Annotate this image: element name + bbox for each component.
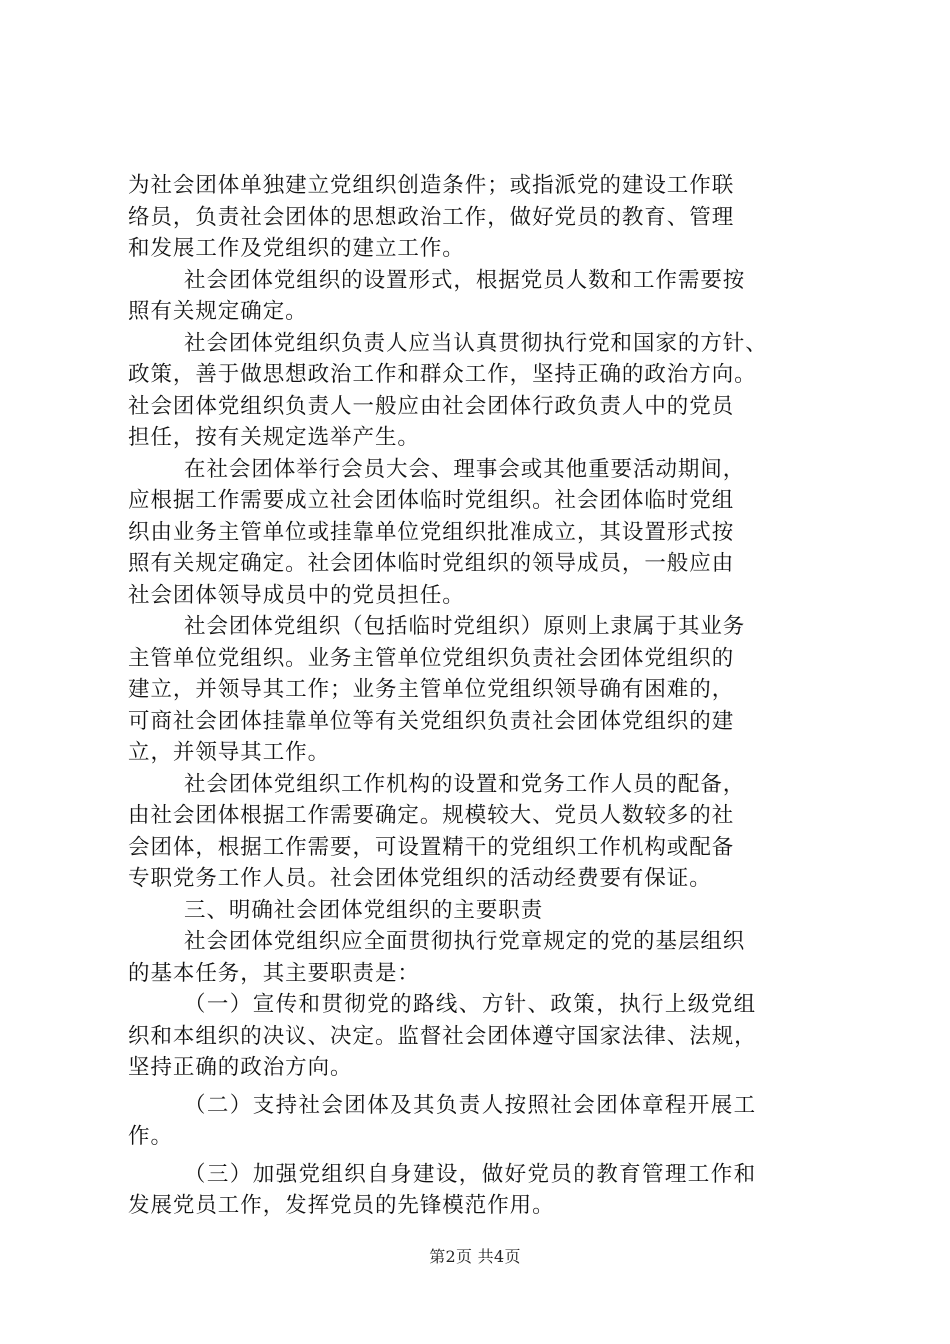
document-body (128, 170, 832, 1222)
paragraph-start: 社会团体党组织工作机构的设置和党务工作人员的配备， (184, 771, 746, 797)
text-line: 社会团体党组织负责人一般应由社会团体行政负责人中的党员 (128, 393, 735, 419)
text-line: 社会团体领导成员中的党员担任。 (128, 582, 465, 608)
paragraph-start: 社会团体党组织负责人应当认真贯彻执行党和国家的方针、 (184, 330, 768, 356)
paragraph-start: 在社会团体举行会员大会、理事会或其他重要活动期间， (184, 456, 746, 482)
text-line: 会团体，根据工作需要，可设置精干的党组织工作机构或配备 (128, 834, 735, 860)
list-item-start: （三）加强党组织自身建设，做好党员的教育管理工作和 (184, 1161, 757, 1187)
text-line: 的基本任务，其主要职责是： (128, 960, 420, 986)
text-line: 织由业务主管单位或挂靠单位党组织批准成立，其设置形式按 (128, 519, 735, 545)
text-line: 建立，并领导其工作；业务主管单位党组织领导确有困难的， (128, 677, 735, 702)
text-line: 络员，负责社会团体的思想政治工作，做好党员的教育、管理 (128, 204, 735, 230)
list-item-start: （一）宣传和贯彻党的路线、方针、政策，执行上级党组 (184, 992, 757, 1017)
section-heading: 三、明确社会团体党组织的主要职责 (184, 897, 544, 923)
text-line: 政策，善于做思想政治工作和群众工作，坚持正确的政治方向。 (128, 362, 757, 387)
text-line: 为社会团体单独建立党组织创造条件；或指派党的建设工作联 (128, 173, 735, 198)
text-line: 担任，按有关规定选举产生。 (128, 425, 420, 450)
text-line: 照有关规定确定。社会团体临时党组织的领导成员，一般应由 (128, 551, 735, 576)
text-line: 由社会团体根据工作需要确定。规模较大、党员人数较多的社 (128, 803, 735, 828)
paragraph-start: 社会团体党组织的设置形式，根据党员人数和工作需要按 (184, 267, 746, 293)
text-line: 发展党员工作，发挥党员的先锋模范作用。 (128, 1193, 555, 1218)
text-line: 作。 (128, 1124, 173, 1149)
text-line: 专职党务工作人员。社会团体党组织的活动经费要有保证。 (128, 866, 712, 891)
page-number-footer: 第2页 共4页 (429, 1247, 521, 1266)
paragraph-start: 社会团体党组织应全面贯彻执行党章规定的党的基层组织 (184, 929, 746, 954)
text-line: 可商社会团体挂靠单位等有关党组织负责社会团体党组织的建 (128, 708, 735, 734)
text-line: 应根据工作需要成立社会团体临时党组织。社会团体临时党组 (128, 488, 735, 513)
text-line: 和发展工作及党组织的建立工作。 (128, 236, 465, 261)
text-line: 主管单位党组织。业务主管单位党组织负责社会团体党组织的 (128, 645, 735, 671)
text-line: 织和本组织的决议、决定。监督社会团体遵守国家法律、法规， (128, 1023, 757, 1049)
text-line: 照有关规定确定。 (128, 299, 308, 324)
paragraph-start: 社会团体党组织（包括临时党组织）原则上隶属于其业务 (184, 614, 746, 639)
text-line: 立，并领导其工作。 (128, 740, 331, 765)
list-item-start: （二）支持社会团体及其负责人按照社会团体章程开展工 (184, 1092, 757, 1118)
text-line: 坚持正确的政治方向。 (128, 1055, 353, 1080)
